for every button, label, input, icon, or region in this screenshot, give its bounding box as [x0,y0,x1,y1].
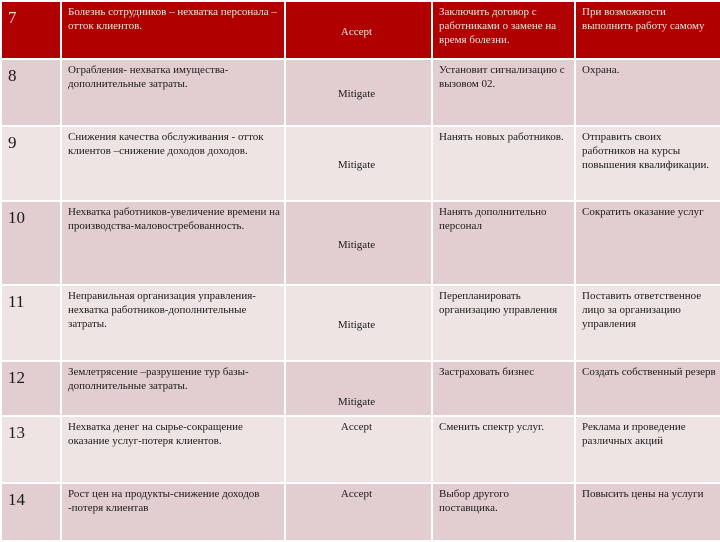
row-number: 13 [1,416,61,483]
risk-strategy: Mitigate [285,126,432,201]
row-number: 7 [1,1,61,59]
risk-description: Рост цен на продукты-снижение доходов -потеря клиентав [61,483,285,541]
risk-alternative: Отправить своих работников на курсы повышения квалификации. [575,126,720,201]
risk-alternative: Охрана. [575,59,720,126]
risk-measure: Выбор другого поставщика. [432,483,575,541]
risk-measure: Установит сигнализацию с вызовом 02. [432,59,575,126]
risk-alternative: Сократить оказание услуг [575,201,720,285]
table-row-9 [1,126,720,201]
risk-strategy: Mitigate [285,285,432,361]
risk-strategy: Mitigate [285,59,432,126]
table-row-8 [1,59,720,126]
risk-alternative: Повысить цены на услуги [575,483,720,541]
row-number: 12 [1,361,61,416]
risk-measure: Застраховать бизнес [432,361,575,416]
risk-strategy: Mitigate [285,361,432,416]
risk-strategy: Accept [285,416,432,483]
risk-description: Ограбления- нехватка имущества-дополнительные затраты. [61,59,285,126]
risk-strategy: Accept [285,483,432,541]
risk-description: Нехватка денег на сырье-сокращение оказание услуг-потеря клиентов. [61,416,285,483]
risk-strategy: Accept [285,1,432,59]
row-number: 11 [1,285,61,361]
risk-measure: Перепланировать организацию управления [432,285,575,361]
table-row-10 [1,201,720,285]
row-number: 14 [1,483,61,541]
risk-description: Болезнь сотрудников – нехватка персонала – отток клиентов. [61,1,285,59]
risk-description: Землетрясение –разрушение тур базы-дополнительные затраты. [61,361,285,416]
risk-measure: Сменить спектр услуг. [432,416,575,483]
risk-alternative: Поставить ответственное лицо за организацию управления [575,285,720,361]
risk-alternative: При возможности выполнить работу самому [575,1,720,59]
risk-strategy: Mitigate [285,201,432,285]
table-row-7 [1,1,720,59]
risk-description: Неправильная организация управления-нехватка работников-дополнительные затраты. [61,285,285,361]
row-number: 10 [1,201,61,285]
risk-alternative: Реклама и проведение различных акций [575,416,720,483]
risk-measure: Заключить договор с работниками о замене на время болезни. [432,1,575,59]
table-row-13 [1,416,720,483]
table-row-11 [1,285,720,361]
risk-description: Снижения качества обслуживания - отток клиентов –снижение доходов доходов. [61,126,285,201]
table-row-14 [1,483,720,541]
risk-measure: Нанять дополнительно персонал [432,201,575,285]
row-number: 9 [1,126,61,201]
risk-alternative: Создать собственный резерв [575,361,720,416]
table-row-12 [1,361,720,416]
row-number: 8 [1,59,61,126]
risk-measure: Нанять новых работников. [432,126,575,201]
risk-description: Нехватка работников-увеличение времени на производства-маловостребованность. [61,201,285,285]
